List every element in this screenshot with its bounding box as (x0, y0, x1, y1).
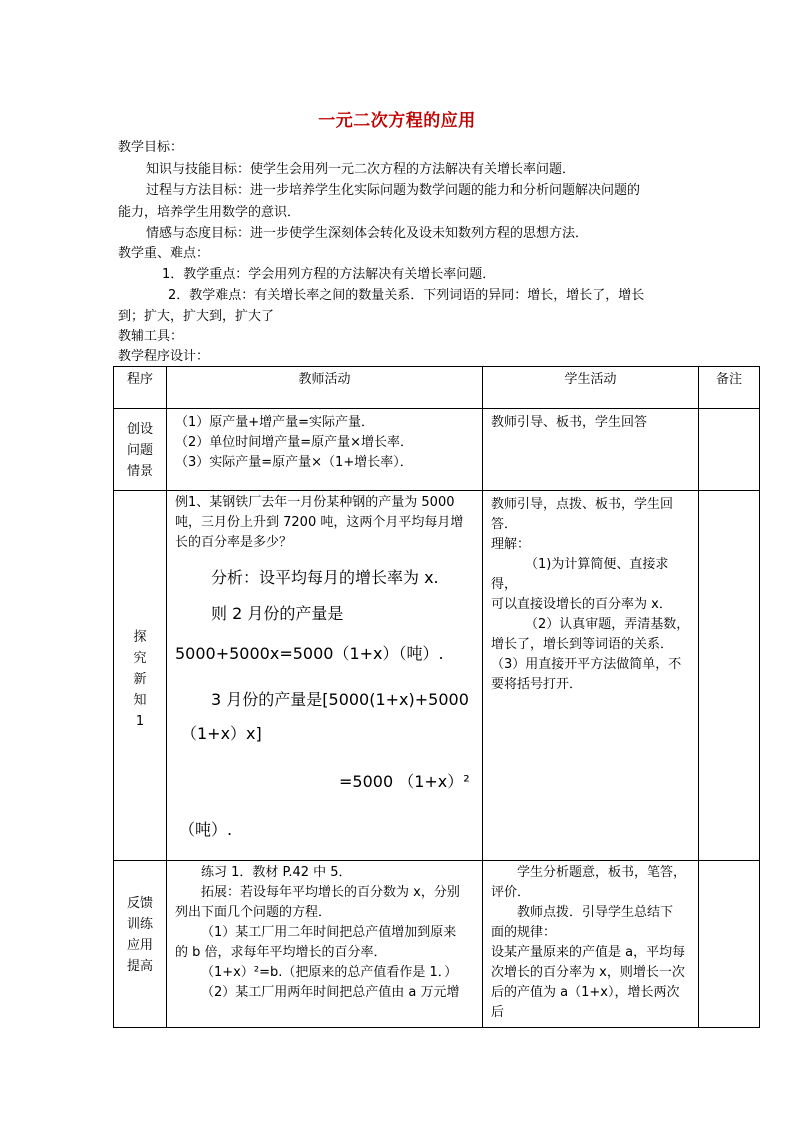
procedure-text: 应用 (126, 938, 153, 953)
table-header-row (114, 367, 760, 409)
teacher-line: （3）实际产量=原产量×（1+增长率）． (175, 455, 413, 470)
student-line: （3）用直接开平方法做简单，不 (491, 657, 682, 672)
document-title: 一元二次方程的应用 (318, 111, 476, 131)
design-label: 教学程序设计： (118, 349, 210, 364)
notes-cell (699, 491, 760, 861)
student-line: 理解： (491, 537, 531, 552)
procedure-text: 反馈 (126, 896, 153, 911)
student-line: 学生分析题意，板书，笔答， (517, 865, 687, 880)
header-teacher: 教师活动 (167, 367, 483, 409)
student-line: 增长了，增长到等词语的关系． (491, 637, 674, 652)
teacher-activity-cell (167, 491, 483, 861)
goals-label: 教学目标： (118, 140, 184, 155)
tools-label: 教辅工具： (118, 329, 184, 344)
goal-emotion: 情感与态度目标：进一步使学生深刻体会转化及设未知数列方程的思想方法． (146, 226, 589, 241)
procedure-cell (114, 491, 167, 861)
analysis-line: 3 月份的产量是[5000(1+x)+5000 (211, 690, 469, 709)
teacher-line: （1）某工厂用二年时间把总产值增加到原来 (201, 925, 457, 940)
student-line: 可以直接设增长的百分率为 x． (491, 597, 672, 612)
procedure-text: 1 (135, 714, 145, 729)
procedure-text: 问题 (126, 443, 153, 458)
example-line: 长的百分率是多少？ (175, 535, 293, 550)
teacher-line: 列出下面几个问题的方程． (175, 905, 332, 920)
notes-cell (699, 861, 760, 1028)
student-line: 答． (491, 517, 518, 532)
key-point-1: 1．教学重点：学会用列方程的方法解决有关增长率问题． (162, 267, 496, 282)
procedure-text: 究 (133, 651, 147, 666)
student-line: 教师点拨．引导学生总结下 (517, 905, 674, 920)
lesson-table (113, 366, 760, 1028)
header-student: 学生活动 (483, 367, 699, 409)
teacher-activity-cell (167, 409, 483, 491)
header-notes: 备注 (699, 367, 760, 409)
procedure-text: 训练 (126, 917, 153, 932)
notes-cell (699, 409, 760, 491)
student-line: 次增长的百分率为 x，则增长一次 (491, 965, 685, 980)
header-procedure: 程序 (114, 367, 167, 409)
procedure-text: 提高 (126, 959, 153, 974)
table-row-feedback (114, 861, 760, 1028)
table-row-situation (114, 409, 760, 491)
analysis-line: 分析：设平均每月的增长率为 x. (211, 568, 439, 587)
example-line: 吨，三月份上升到 7200 吨，这两个月平均每月增 (175, 515, 464, 530)
analysis-line: 5000+5000x=5000（1+x）（吨）. (175, 644, 444, 663)
analysis-line: （1+x）x] (181, 724, 262, 743)
procedure-text: 情景 (126, 464, 153, 479)
student-line: 教师引导，点拨、板书，学生回 (491, 497, 674, 512)
student-line: （1)为计算简便、直接求得， (491, 557, 669, 592)
analysis-line: 则 2 月份的产量是 (211, 604, 344, 623)
student-activity-cell (483, 409, 699, 491)
goal-process-a: 过程与方法目标：进一步培养学生化实际问题为数学问题的能力和分析问题解决问题的 (146, 183, 641, 198)
student-line: 教师引导、板书，学生回答 (491, 415, 648, 430)
procedure-text: 新 (133, 672, 147, 687)
procedure-cell (114, 409, 167, 491)
teacher-line: （1）原产量+增产量=实际产量． (175, 415, 375, 430)
table-row-explore (114, 491, 760, 861)
analysis-line: =5000 （1+x）² (339, 772, 470, 791)
teacher-line: 的 b 倍，求每年平均增长的百分率． (175, 945, 387, 960)
key-point-2a: 2．教学难点：有关增长率之间的数量关系．下列词语的异同：增长，增长了，增长 (168, 288, 645, 303)
student-line: （2）认真审题，弄清基数， (525, 617, 690, 632)
teacher-line: 拓展：若设每年平均增长的百分数为 x，分别 (201, 885, 460, 900)
teacher-line: （1+x）²=b.（把原来的总产值看作是 1．） (201, 965, 458, 980)
student-line: 设某产量原来的产值是 a，平均每 (491, 945, 686, 960)
teacher-activity-cell (167, 861, 483, 1028)
procedure-text: 创设 (126, 422, 153, 437)
key-points-label: 教学重、难点： (118, 246, 210, 261)
student-activity-cell (483, 491, 699, 861)
procedure-text: 知 (133, 693, 147, 708)
key-point-2b: 到；扩大，扩大到，扩大了 (118, 309, 275, 324)
student-line: 面的规律： (491, 925, 557, 940)
procedure-text: 探 (133, 630, 147, 645)
analysis-line: （吨）. (179, 820, 233, 839)
goal-knowledge: 知识与技能目标：使学生会用列一元二次方程的方法解决有关增长率问题． (146, 162, 576, 177)
goal-process-b: 能力，培养学生用数学的意识． (118, 205, 301, 220)
teacher-line: 练习 1．教材 P.42 中 5． (201, 865, 352, 880)
student-line: 后的产值为 a（1+x），增长两次后 (491, 985, 680, 1020)
student-activity-cell (483, 861, 699, 1028)
student-line: 要将括号打开． (491, 677, 583, 692)
teacher-line: （2）某工厂用两年时间把总产值由 a 万元增 (201, 985, 460, 1000)
procedure-cell (114, 861, 167, 1028)
student-line: 评价． (491, 885, 531, 900)
example-line: 例1、某钢铁厂去年一月份某种钢的产量为 5000 (175, 495, 455, 510)
teacher-line: （2）单位时间增产量=原产量×增长率． (175, 435, 414, 450)
